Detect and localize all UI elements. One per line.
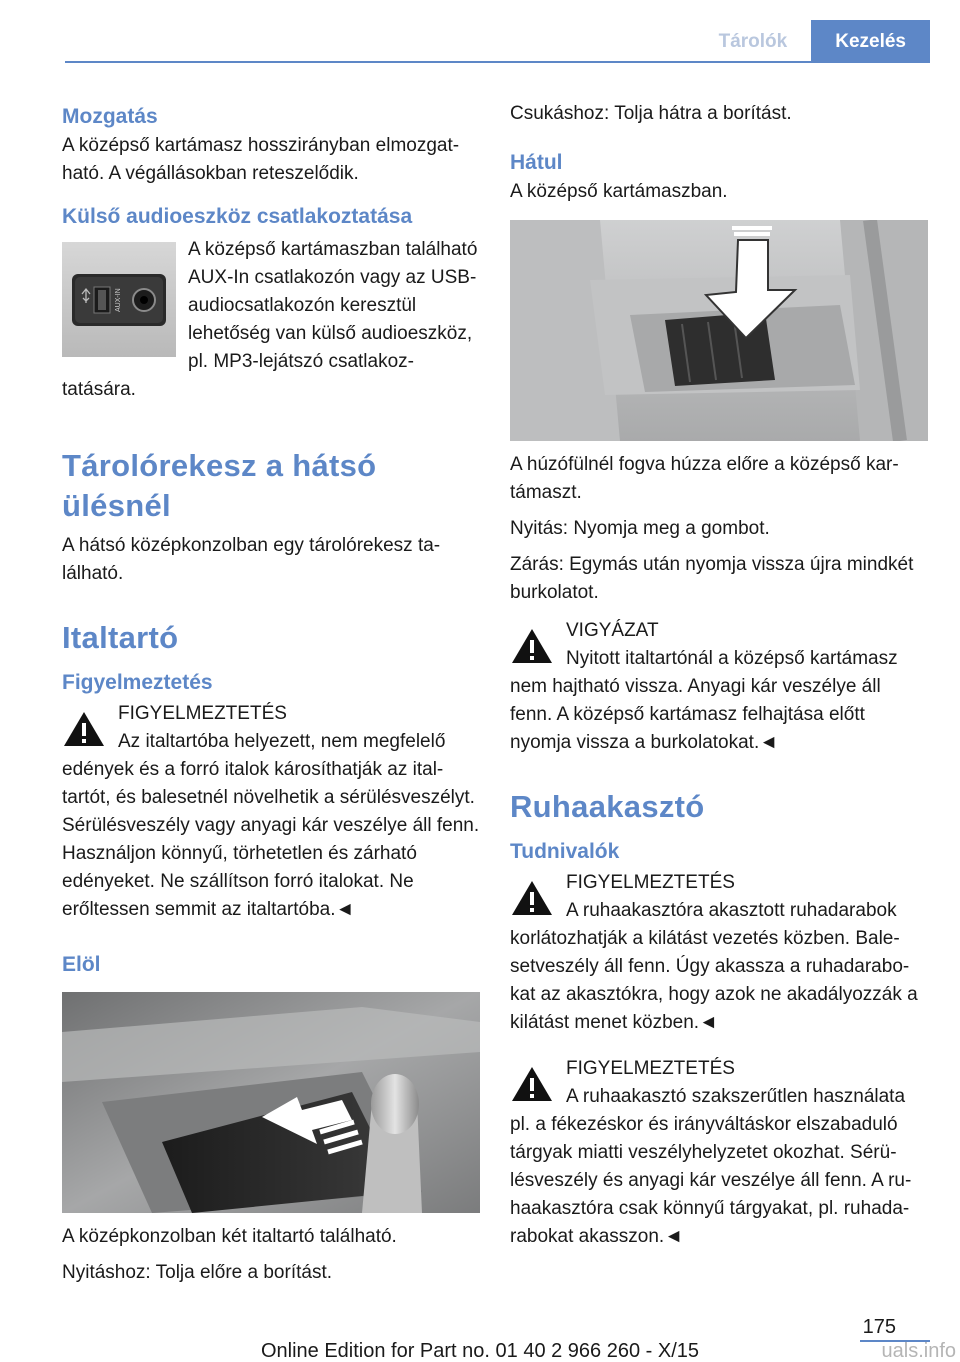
left-column: [62, 100, 480, 1295]
caution-italtarto: [510, 617, 928, 757]
heading-mozgatas: Mozgatás: [62, 105, 158, 128]
heading-hatul: Hátul: [510, 151, 563, 174]
heading-italtarto: Italtartó: [62, 620, 179, 655]
text-zaras: Zárás: Egymás után nyomja vissza újra mindkét burkolatot.: [510, 554, 914, 603]
right-column: [510, 100, 928, 1259]
aux-usb-socket-image: [62, 242, 176, 357]
warning-title: FIGYELMEZTETÉS: [566, 872, 735, 893]
heading-elol: Elöl: [62, 953, 101, 976]
warning-icon: [510, 879, 554, 917]
warning-body: Az italtartóba helyezett, nem megfelelő edények és a forró italok károsíthatják az italtartót, és balesetnél növelhetik a sérülésveszélyt. Sérülésveszély vagy anyagi kár veszélye áll fenn. Használjon könnyű, törhetetlen és zárható edényeket. Ne szállítson forró italokat. Ne erőltessen semmit az italtartóba.◄: [62, 731, 480, 920]
text-tarolorekesz: A hátsó középkonzolban egy tárolórekesz található.: [62, 535, 441, 584]
watermark: uals.info: [881, 1340, 956, 1362]
text-kulso-audio: A középső kartámaszban található AUX-In csatlakozón vagy az USB-audiocsatlakozón keresztül lehetőség van külső audioeszköz, pl. MP3-lejátszó csatlakoztatására.: [62, 239, 478, 400]
edition-text: Online Edition for Part no. 01 40 2 966 260 - X/15: [260, 1340, 700, 1362]
page-number: 175: [862, 1316, 896, 1338]
warning-ruhaakaszto-1: [510, 869, 928, 1037]
warning-icon: [510, 627, 554, 665]
text-hatul: A középső kartámaszban.: [510, 181, 728, 202]
svg-text:AUX-IN: AUX-IN: [115, 288, 122, 312]
tab-kezeles[interactable]: Kezelés: [811, 20, 930, 62]
caution-body: Nyitott italtartónál a középső kartámasz nem hajtható vissza. Anyagi kár veszélye áll fenn. A középső kartámasz felhajtása előtt nyomja vissza a burkolatokat.◄: [510, 648, 898, 753]
warning-title: FIGYELMEZTETÉS: [566, 1058, 735, 1079]
rear-armrest-image: [510, 220, 928, 441]
text-huzofulnel: A húzófülnél fogva húzza előre a középső kartámaszt.: [510, 454, 899, 503]
tab-tarolok[interactable]: Tárolók: [695, 20, 812, 62]
warning-body: A ruhaakasztó szakszerűtlen használata pl. a fékezéskor és irányváltáskor elszabaduló tárgyak miatti veszélyhelyzetet okozhat. Sérülésveszély és anyagi kár veszélye áll fenn. A ruhaakasztóra csak könnyű tárgyakat, pl. ruhadarabokat akasszon.◄: [510, 1086, 912, 1247]
text-elol-2: Nyitáshoz: Tolja előre a borítást.: [62, 1262, 333, 1283]
warning-body: A ruhaakasztóra akasztott ruhadarabok korlátozhatják a kilátást vezetés közben. Balesetveszély áll fenn. Úgy akassza a ruhadarabokat az akasztókra, hogy azok ne akadályozzák a kilátást menet közben.◄: [510, 900, 918, 1033]
caution-title: VIGYÁZAT: [566, 620, 659, 641]
heading-tarolorekesz: Tárolórekesz a hátsó ülésnél: [62, 448, 377, 523]
text-mozgatas: A középső kartámasz hosszirányban elmozgatható. A végállásokban reteszelődik.: [62, 135, 460, 184]
heading-ruhaakaszto: Ruhaakasztó: [510, 789, 705, 824]
warning-italtarto: [62, 700, 480, 924]
warning-icon: [62, 710, 106, 748]
heading-tudnivalok: Tudnivalók: [510, 840, 620, 863]
aux-section: [62, 236, 480, 412]
header-tabs: [695, 20, 930, 62]
warning-ruhaakaszto-2: [510, 1055, 928, 1251]
header-rule: [65, 61, 930, 63]
warning-title: FIGYELMEZTETÉS: [118, 703, 287, 724]
text-elol-1: A középkonzolban két italtartó található.: [62, 1226, 397, 1247]
text-nyitas: Nyitás: Nyomja meg a gombot.: [510, 518, 770, 539]
warning-icon: [510, 1065, 554, 1103]
heading-kulso-audio: Külső audioeszköz csatlakoztatása: [62, 205, 413, 228]
text-csukas: Csukáshoz: Tolja hátra a borítást.: [510, 103, 792, 124]
front-cupholder-image: [62, 992, 480, 1213]
heading-figyelmeztetes: Figyelmeztetés: [62, 671, 213, 694]
